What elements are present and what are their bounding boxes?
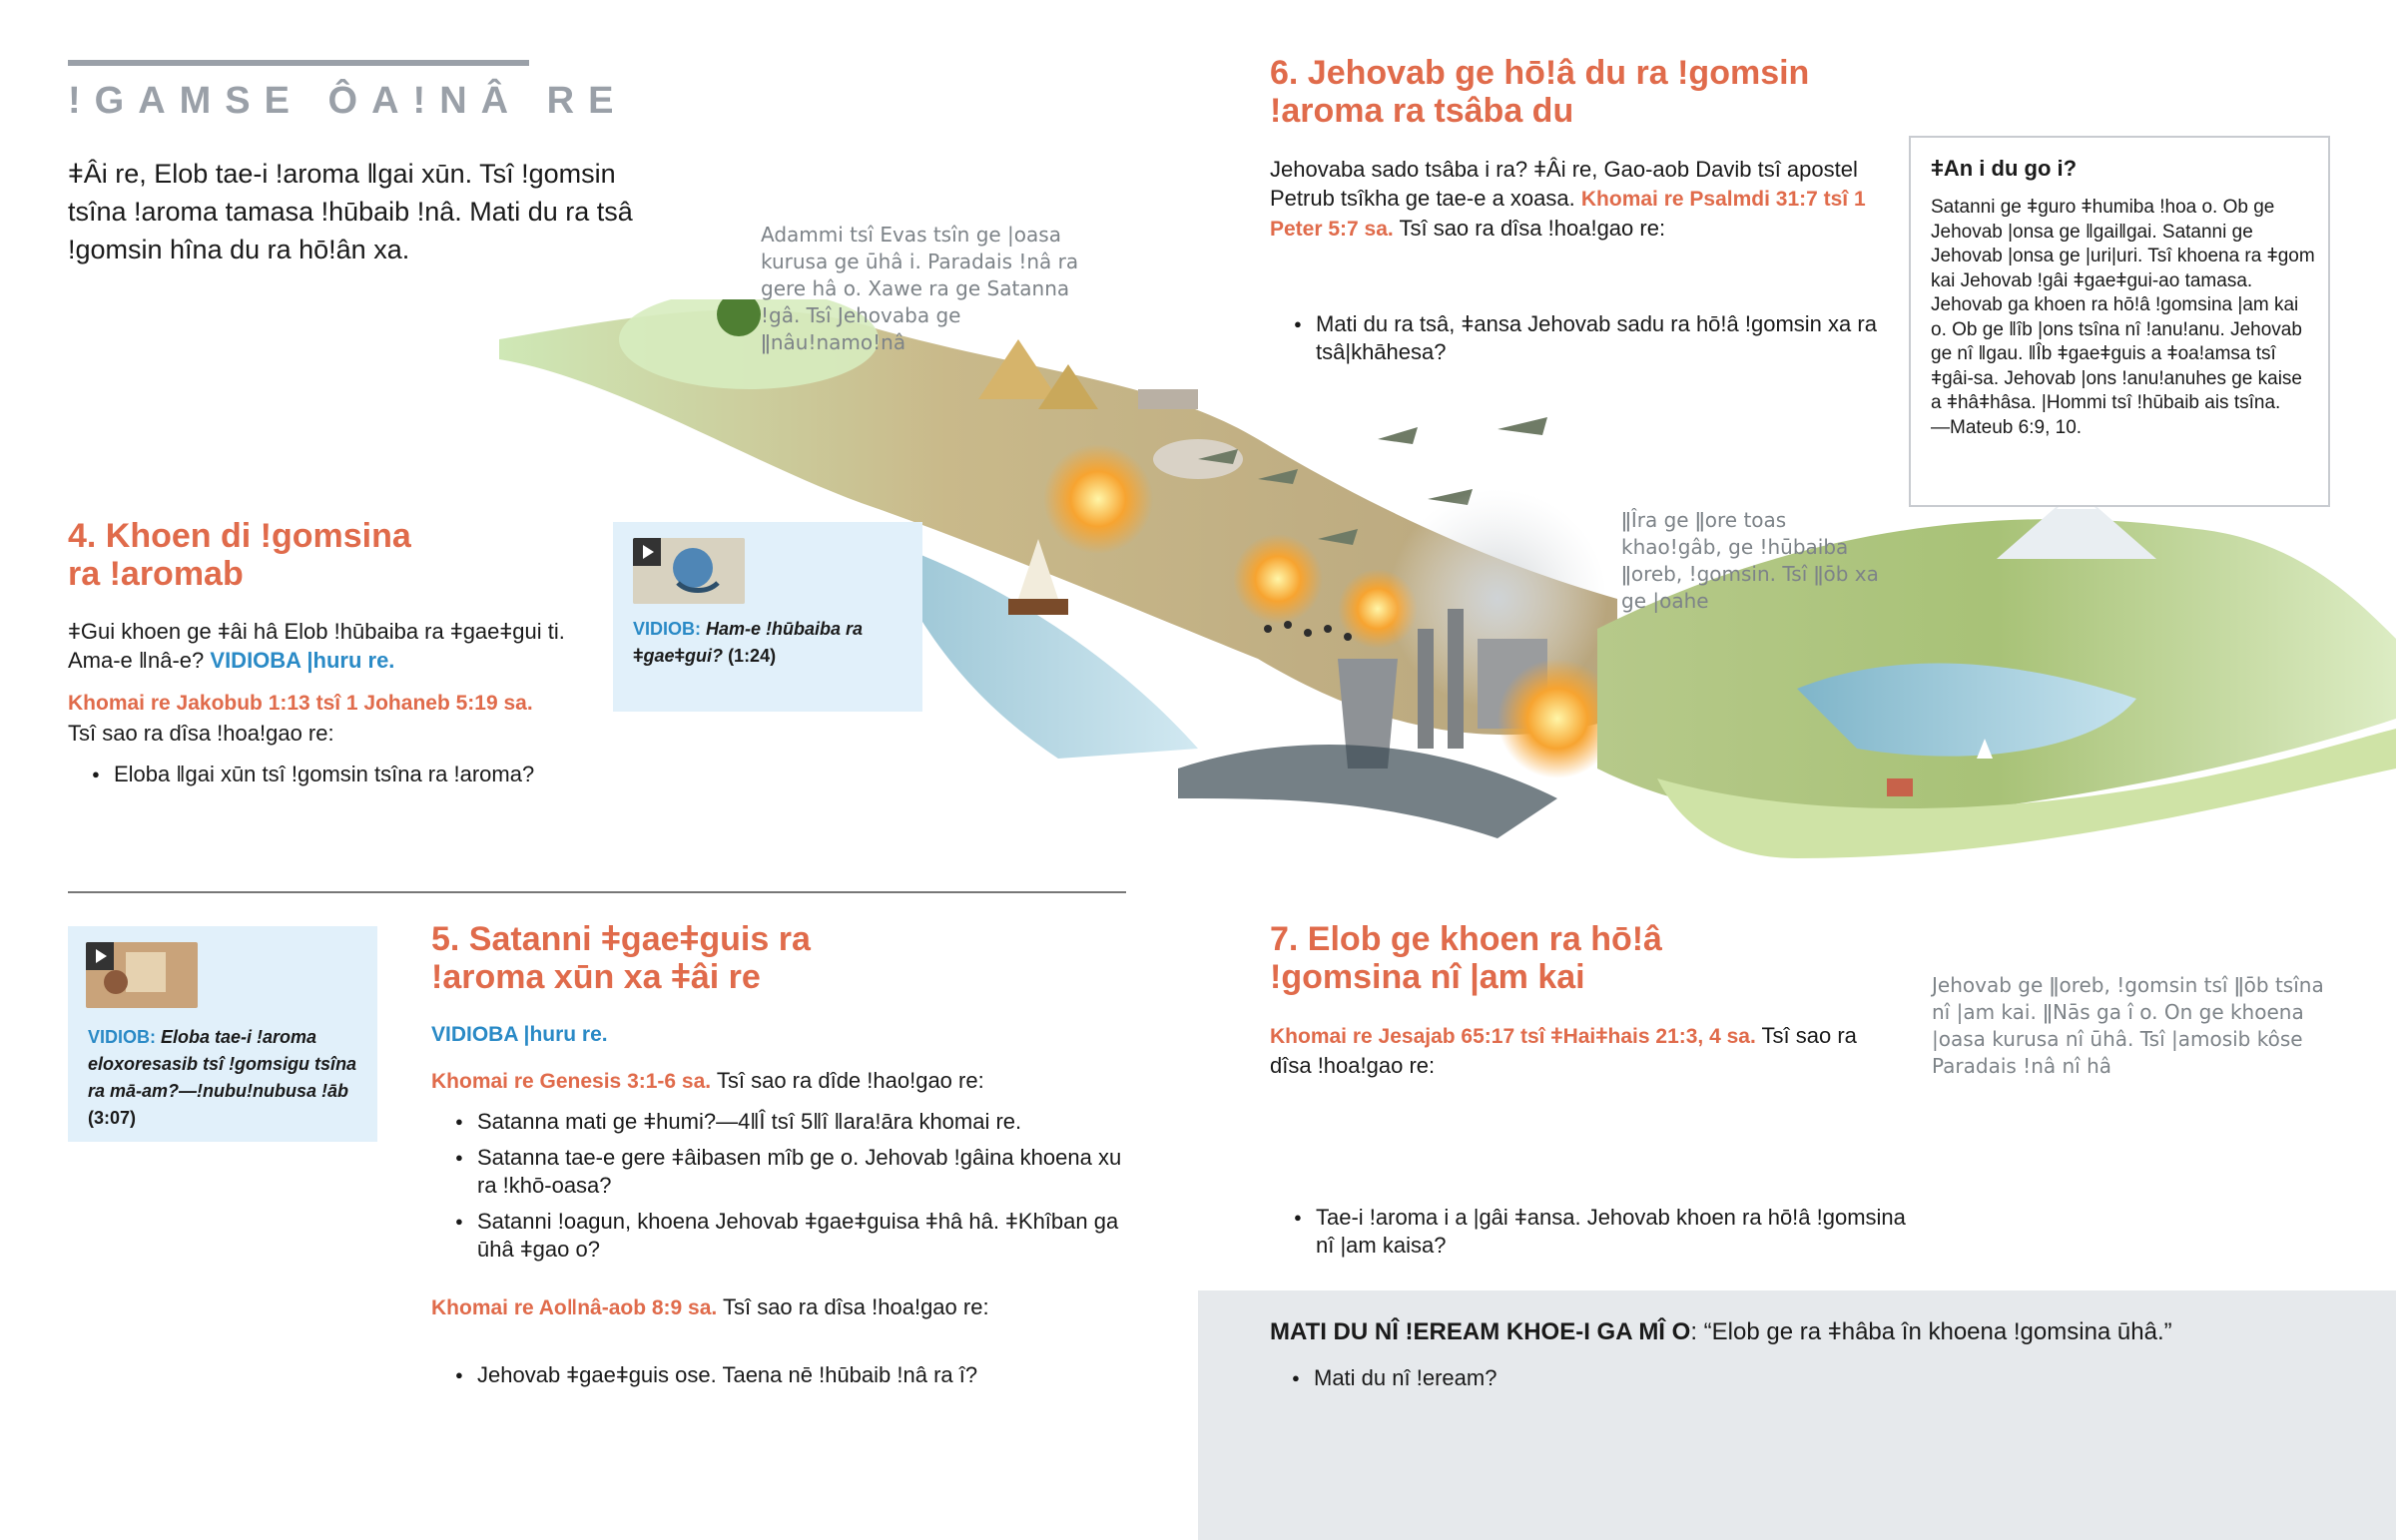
summary-lead: MATI DU NÎ !EREAM KHOE-I GA MÎ O xyxy=(1270,1318,1691,1345)
box-body xyxy=(1931,196,2315,440)
box-title: ǂAn i du go i? xyxy=(1931,156,2078,181)
video-duration: (1:24) xyxy=(728,646,777,666)
s4-video-link[interactable]: VIDIOBA |huru re. xyxy=(210,648,395,673)
s6-text-body: Jehovaba sado tsâba i ra? ǂÂi re, Gao-aob Davib tsî apostel Petrub tsîkha ge tae-e a xoasa. xyxy=(1270,157,1858,211)
video-thumbnail[interactable] xyxy=(86,942,198,1008)
s6-bullet-1: ● Mati du ra tsâ, ǂansa Jehovab sadu ra hō!â !gomsin xa ra tsâ|khāhesa? xyxy=(1270,310,1935,366)
s7-ref[interactable]: Khomai re Jesajab 65:17 tsî ǂHaiǂhais 21:3, 4 sa. xyxy=(1270,1025,1756,1048)
s5-video-card[interactable] xyxy=(68,926,377,1142)
s5-title: 5. Satanni ǂgaeǂguis ra !aroma xūn xa ǂâi re xyxy=(431,920,811,996)
s5-bullets1 xyxy=(431,1108,1130,1264)
s7-ref-line xyxy=(1270,1021,1869,1080)
caption-war: ǁÎra ge ǁore toas khao!gâb, ge !hūbaiba ǁoreb, !gomsin. Tsî ǁōb xa ge |oahe xyxy=(1621,508,1879,613)
s4-ask: Tsî sao ra dîsa !hoa!gao re: xyxy=(68,721,334,746)
s6-title: 6. Jehovab ge hō!â du ra !gomsin !aroma ra tsâba du xyxy=(1270,54,1810,130)
s5-ref1-line xyxy=(431,1066,1130,1096)
summary-quote: : “Elob ge ra ǂhâba în khoena !gomsina ūhâ.” xyxy=(1690,1318,2172,1345)
box-ref[interactable]: —Mateub 6:9, 10. xyxy=(1931,416,2083,438)
s4-text-body: ǂGui khoen ge ǂâi hâ Elob !hūbaiba ra ǂgaeǂgui ti. Ama-e ǁnâ-e? xyxy=(68,619,565,673)
summary-panel xyxy=(1198,1290,2396,1540)
caption-paradise: Jehovab ge ǁoreb, !gomsin tsî ǁōb tsîna nî |am kai. ǁNās ga î o. On ge khoena |oasa kurusa nî ūhâ. Tsî |amosib kôse Paradais !nâ nî hâ xyxy=(1932,973,2324,1078)
play-icon[interactable] xyxy=(633,538,661,566)
section-divider xyxy=(68,891,1126,893)
s5-ask2: Tsî sao ra dîsa !hoa!gao re: xyxy=(722,1294,989,1319)
summary-question xyxy=(1270,1318,2172,1346)
s5-bullet-2: ● Satanna tae-e gere ǂâibasen mîb ge o. Jehovab !gâina khoena xu ra !khō-oasa? xyxy=(431,1144,1130,1200)
s6-text xyxy=(1270,155,1884,244)
s6-ref[interactable]: Khomai re Psalmdi 31:7 tsî 1 Peter 5:7 sa. xyxy=(1270,188,1866,241)
s5-ask1: Tsî sao ra dîde !hao!gao re: xyxy=(716,1068,984,1093)
s7-title: 7. Elob ge khoen ra hō!â !gomsina nî |am kai xyxy=(1270,920,1662,996)
video-duration: (3:07) xyxy=(88,1108,137,1128)
section-rule xyxy=(68,60,529,66)
s4-video-caption xyxy=(633,616,902,670)
play-icon[interactable] xyxy=(86,942,114,970)
caption-eden: Adammi tsî Evas tsîn ge |oasa kurusa ge ūhâ i. Paradais !nâ ra gere hâ o. Xawe ra ge Satanna !gâ. Tsî Jehovaba ge ǁnâu!namo!nâ xyxy=(761,223,1079,354)
s5-video-caption xyxy=(88,1024,367,1132)
video-title: Eloba tae-i !aroma eloxoresasib tsî !gomsigu tsîna ra mā-am?—!nubu!nubusa !āb xyxy=(88,1027,357,1101)
s4-text xyxy=(68,617,587,675)
s7-ask: Tsî sao ra dîsa !hoa!gao re: xyxy=(1270,1023,1857,1078)
s7-bullet-1: ● Tae-i !aroma i a |gâi ǂansa. Jehovab khoen ra hō!â !gomsina nî |am kaisa? xyxy=(1270,1204,1915,1260)
summary-bullet: ● Mati du nî !eream? xyxy=(1268,1364,1497,1392)
s5-ref2[interactable]: Khomai re Aoǁnâ-aob 8:9 sa. xyxy=(431,1296,718,1319)
s5-bullet-3: ● Satanni !oagun, khoena Jehovab ǂgaeǂguisa ǂhâ hâ. ǂKhîban ga ūhâ ǂgao o? xyxy=(431,1208,1130,1264)
s5-ref2-line xyxy=(431,1292,1130,1322)
s5-ref1[interactable]: Khomai re Genesis 3:1-6 sa. xyxy=(431,1070,712,1093)
video-thumbnail[interactable] xyxy=(633,538,745,604)
video-label: VIDIOB: xyxy=(88,1027,157,1047)
s5-bullet-1: ● Satanna mati ge ǂhumi?—4ǁÎ tsî 5ǁî ǁara!āra khomai re. xyxy=(431,1108,1130,1136)
s4-bullet-1: ● Eloba ǁgai xūn tsî !gomsin tsîna ra !aroma? xyxy=(68,761,673,788)
s5-bullet-4: ● Jehovab ǂgaeǂguis ose. Taena nē !hūbaib !nâ ra î? xyxy=(431,1361,1176,1389)
intro-text: ǂÂi re, Elob tae-i !aroma ǁgai xūn. Tsî !gomsin tsîna !aroma tamasa !hūbaib !nâ. Mati du ra tsâ !gomsin hîna du ra hō!ân xa. xyxy=(68,159,633,264)
did-you-know-box xyxy=(1909,136,2330,507)
video-title: Ham-e !hūbaiba ra ǂgaeǂgui? xyxy=(633,619,864,666)
box-text: Satanni ge ǂguro ǂhumiba !hoa o. Ob ge Jehovab |onsa ge ǁgaiǁgai. Satanni ge Jehovab |onsa ge |uri|uri. Tsî khoena ra ǂgom kai Jehovab !gâi ǂgaeǂgui-ao tamasa. Jehovab ga khoen ra hō!â !gomsina |am kai o. Ob ge ǁîb |ons tsîna nî !anu!anu. Jehovab ge nî ǁgau. ǁÎb ǂgaeǂguis a ǂoa!amsa tsî ǂgâi-sa. Jehovab |ons !anu!anuhes ge kaise a ǂhâǂhâsa. |Hommi tsî !hūbaib ais tsîna. xyxy=(1931,197,2315,413)
video-label: VIDIOB: xyxy=(633,619,702,639)
s4-video-card[interactable] xyxy=(613,522,922,712)
s4-title: 4. Khoen di !gomsina ra !aromab xyxy=(68,517,411,593)
s4-ref[interactable]: Khomai re Jakobub 1:13 tsî 1 Johaneb 5:19 sa. xyxy=(68,692,533,715)
s5-video-link[interactable]: VIDIOBA |huru re. xyxy=(431,1023,608,1046)
s6-ask: Tsî sao ra dîsa !hoa!gao re: xyxy=(1399,216,1666,241)
section-title: !GAMSE ÔA!NÂ RE xyxy=(68,80,628,122)
